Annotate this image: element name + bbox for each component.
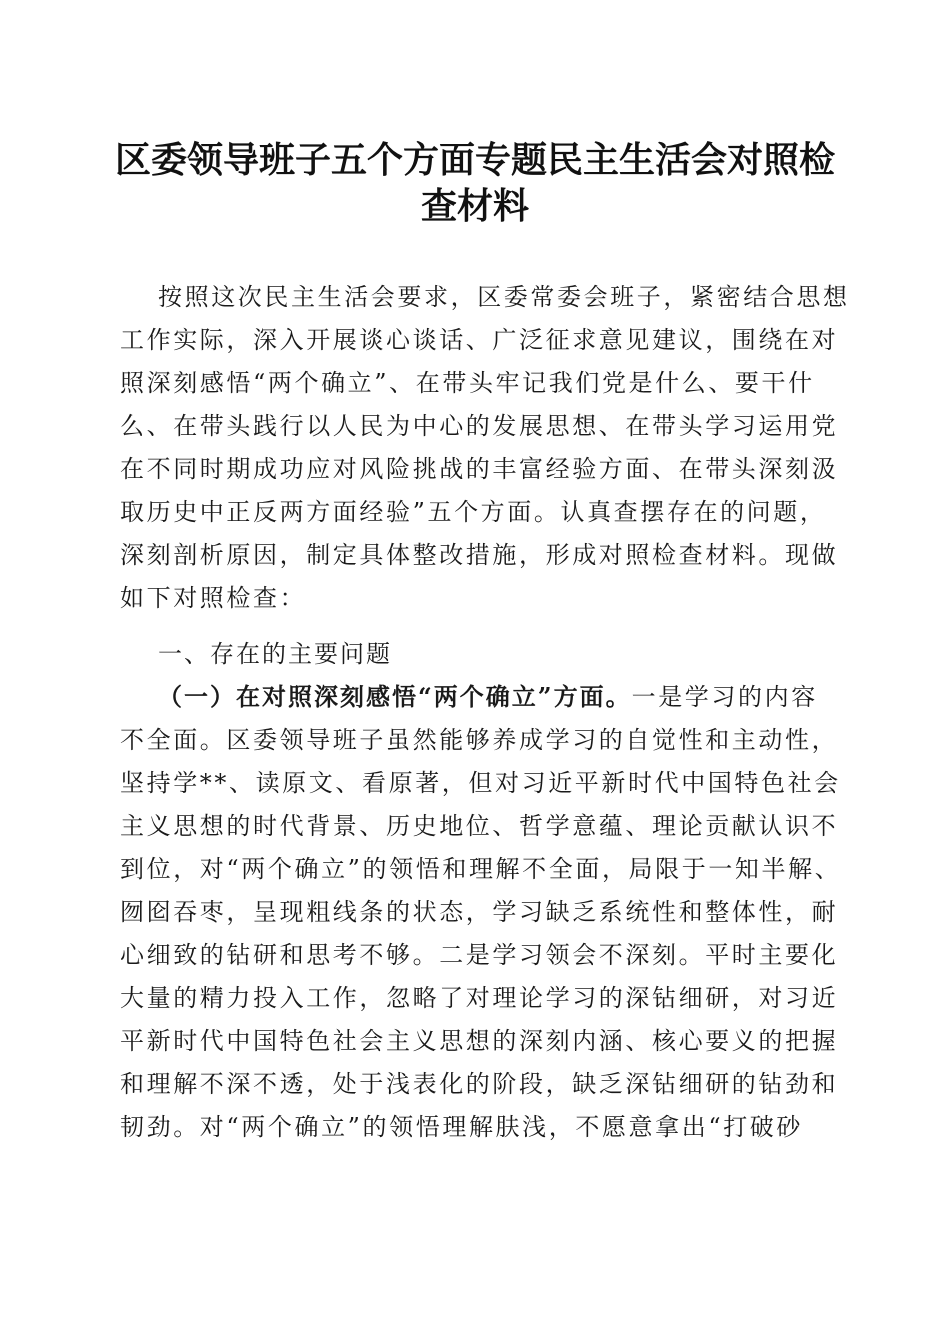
subsection-first-line bbox=[158, 680, 878, 714]
subsection-heading: （一）在对照深刻感悟“两个确立”方面。 bbox=[158, 682, 632, 711]
intro-line: 工作实际，深入开展谈心谈话、广泛征求意见建议，围绕在对 bbox=[120, 326, 839, 354]
section-heading: 一、存在的主要问题 bbox=[158, 640, 392, 668]
intro-line: 如下对照检查： bbox=[120, 584, 307, 612]
intro-line: 取历史中正反两方面经验”五个方面。认真查摆存在的问题， bbox=[120, 498, 827, 526]
document-title-line-2: 查材料 bbox=[420, 186, 529, 227]
intro-line: 深刻剖析原因，制定具体整改措施，形成对照检查材料。现做 bbox=[120, 541, 839, 569]
body-line: 坚持学**、读原文、看原著，但对习近平新时代中国特色社会 bbox=[120, 769, 841, 797]
body-line: 平新时代中国特色社会主义思想的深刻内涵、核心要义的把握 bbox=[120, 1027, 839, 1055]
body-line: 囫囵吞枣，呈现粗线条的状态，学习缺乏系统性和整体性，耐 bbox=[120, 898, 839, 926]
document-title-line-1: 区委领导班子五个方面专题民主生活会对照检 bbox=[114, 140, 835, 181]
body-line: 主义思想的时代背景、历史地位、哲学意蕴、理论贡献认识不 bbox=[120, 812, 839, 840]
body-line: 不全面。区委领导班子虽然能够养成学习的自觉性和主动性， bbox=[120, 726, 839, 754]
body-line: 心细致的钻研和思考不够。二是学习领会不深刻。平时主要化 bbox=[120, 941, 839, 969]
intro-line: 在不同时期成功应对风险挑战的丰富经验方面、在带头深刻汲 bbox=[120, 455, 839, 483]
subsection-first-line-text: 一是学习的内容 bbox=[631, 683, 818, 711]
body-line: 和理解不深不透，处于浅表化的阶段，缺乏深钻细研的钻劲和 bbox=[120, 1070, 839, 1098]
intro-line: 照深刻感悟“两个确立”、在带头牢记我们党是什么、要干什 bbox=[120, 369, 815, 397]
intro-line: 么、在带头践行以人民为中心的发展思想、在带头学习运用党 bbox=[120, 412, 839, 440]
body-line: 到位，对“两个确立”的领悟和理解不全面，局限于一知半解、 bbox=[120, 855, 842, 883]
body-line: 韧劲。对“两个确立”的领悟理解肤浅，不愿意拿出“打破砂 bbox=[120, 1113, 804, 1141]
intro-line: 按照这次民主生活会要求，区委常委会班子，紧密结合思想 bbox=[158, 283, 850, 311]
body-line: 大量的精力投入工作，忽略了对理论学习的深钻细研，对习近 bbox=[120, 984, 839, 1012]
